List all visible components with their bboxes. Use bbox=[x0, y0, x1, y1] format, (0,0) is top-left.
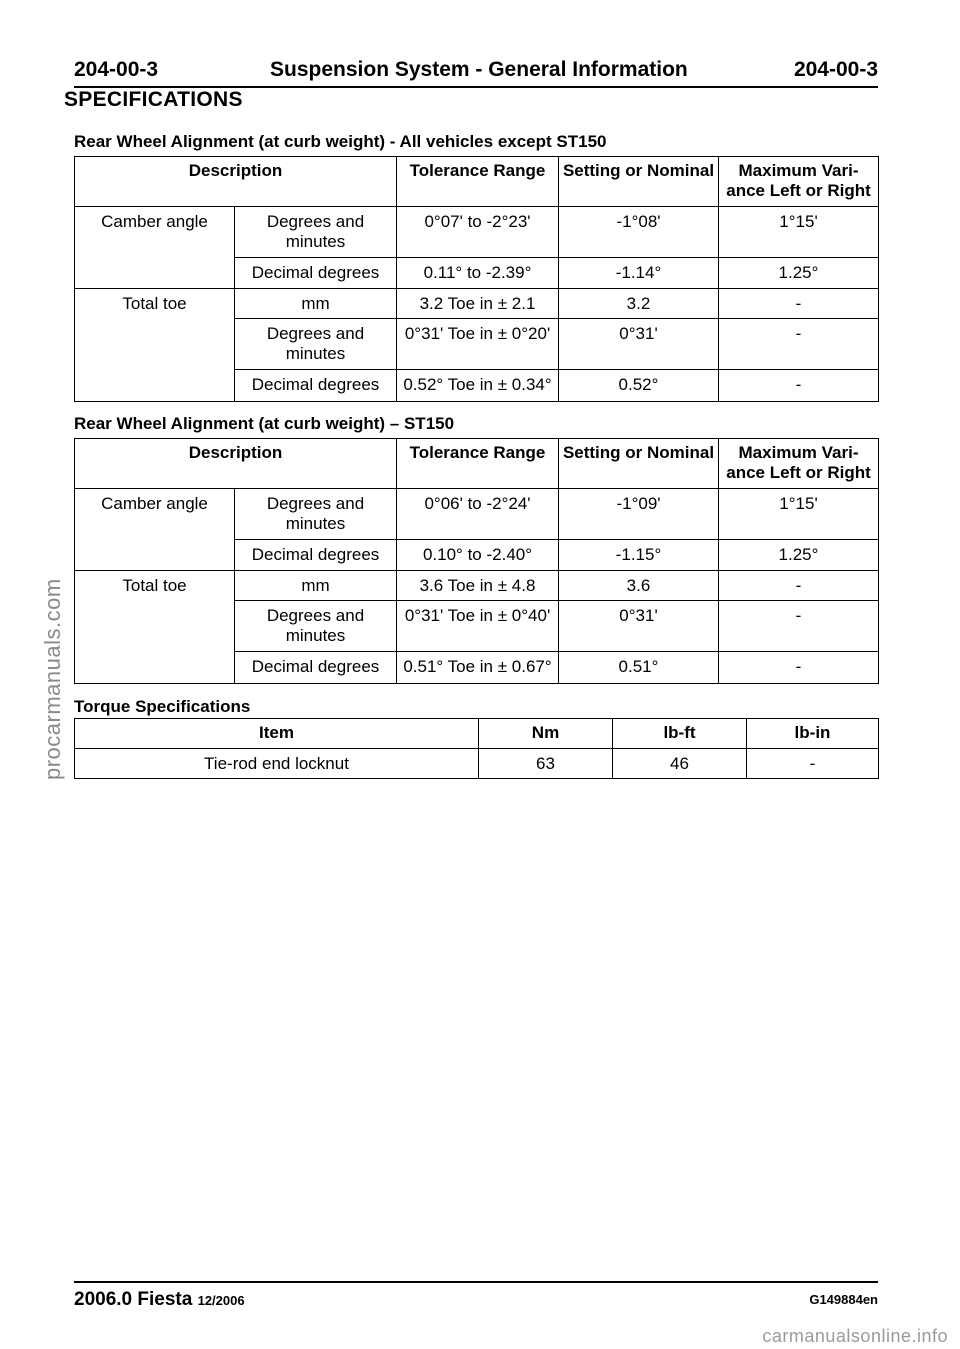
maximum-cell: 1°15' bbox=[719, 207, 879, 258]
tolerance-cell: 0.52° Toe in ± 0.34° bbox=[397, 370, 559, 402]
page-footer bbox=[74, 1281, 878, 1310]
header-section-number-left: 204-00-3 bbox=[74, 58, 159, 81]
unit-cell: Degrees and minutes bbox=[235, 319, 397, 370]
setting-cell: -1°08' bbox=[559, 207, 719, 258]
unit-cell: mm bbox=[235, 289, 397, 319]
table2-caption: Rear Wheel Alignment (at curb weight) – ST150 bbox=[74, 414, 455, 433]
header-setting: Setting or Nominal bbox=[559, 157, 719, 207]
setting-cell: -1°09' bbox=[559, 489, 719, 540]
page-header bbox=[74, 56, 878, 88]
item-cell: Tie-rod end locknut bbox=[75, 749, 479, 779]
unit-cell: Degrees and minutes bbox=[235, 489, 397, 540]
alignment-table-all-vehicles bbox=[74, 156, 879, 402]
section-title: SPECIFICATIONS bbox=[64, 88, 243, 111]
alignment-table-st150 bbox=[74, 438, 879, 684]
footer-date: 12/2006 bbox=[197, 1293, 245, 1308]
setting-cell: 3.6 bbox=[559, 571, 719, 601]
header-section-number-right: 204-00-3 bbox=[793, 58, 878, 81]
maximum-cell: - bbox=[719, 370, 879, 402]
watermark-right: carmanualsonline.info bbox=[762, 1326, 948, 1346]
unit-cell: Decimal degrees bbox=[235, 652, 397, 684]
header-tolerance: Tolerance Range bbox=[397, 157, 559, 207]
header-lbft: lb-ft bbox=[613, 719, 747, 749]
table-row bbox=[75, 749, 879, 779]
header-maximum: Maximum Vari- ance Left or Right bbox=[719, 439, 879, 489]
unit-cell: Degrees and minutes bbox=[235, 207, 397, 258]
maximum-cell: - bbox=[719, 571, 879, 601]
maximum-cell: 1.25° bbox=[719, 258, 879, 289]
tolerance-cell: 0°07' to -2°23' bbox=[397, 207, 559, 258]
setting-cell: 0.51° bbox=[559, 652, 719, 684]
maximum-cell: 1°15' bbox=[719, 489, 879, 540]
maximum-cell: - bbox=[719, 652, 879, 684]
lbft-cell: 46 bbox=[613, 749, 747, 779]
table3-caption: Torque Specifications bbox=[74, 697, 251, 716]
torque-specifications-table bbox=[74, 718, 879, 779]
tolerance-cell: 0°31' Toe in ± 0°20' bbox=[397, 319, 559, 370]
unit-cell: mm bbox=[235, 571, 397, 601]
unit-cell: Degrees and minutes bbox=[235, 601, 397, 652]
header-nm: Nm bbox=[479, 719, 613, 749]
maximum-cell: - bbox=[719, 319, 879, 370]
header-description: Description bbox=[75, 439, 397, 489]
group-label: Camber angle bbox=[75, 489, 235, 571]
header-lbin: lb-in bbox=[747, 719, 879, 749]
setting-cell: 0°31' bbox=[559, 601, 719, 652]
tolerance-cell: 0°06' to -2°24' bbox=[397, 489, 559, 540]
lbin-cell: - bbox=[747, 749, 879, 779]
header-tolerance: Tolerance Range bbox=[397, 439, 559, 489]
setting-cell: -1.14° bbox=[559, 258, 719, 289]
watermark-left: procarmanuals.com bbox=[40, 578, 65, 780]
footer-model-name: 2006.0 Fiesta bbox=[74, 1289, 193, 1310]
footer-model bbox=[74, 1289, 245, 1311]
header-item: Item bbox=[75, 719, 479, 749]
header-title: Suspension System - General Information bbox=[270, 58, 688, 81]
setting-cell: -1.15° bbox=[559, 540, 719, 571]
header-setting: Setting or Nominal bbox=[559, 439, 719, 489]
tolerance-cell: 3.6 Toe in ± 4.8 bbox=[397, 571, 559, 601]
unit-cell: Decimal degrees bbox=[235, 258, 397, 289]
tolerance-cell: 0°31' Toe in ± 0°40' bbox=[397, 601, 559, 652]
footer-code: G149884en bbox=[809, 1292, 878, 1307]
setting-cell: 0.52° bbox=[559, 370, 719, 402]
table1-caption: Rear Wheel Alignment (at curb weight) - All vehicles except ST150 bbox=[74, 132, 607, 151]
setting-cell: 0°31' bbox=[559, 319, 719, 370]
tolerance-cell: 0.10° to -2.40° bbox=[397, 540, 559, 571]
header-description: Description bbox=[75, 157, 397, 207]
group-label: Total toe bbox=[75, 289, 235, 402]
setting-cell: 3.2 bbox=[559, 289, 719, 319]
group-label: Total toe bbox=[75, 571, 235, 684]
unit-cell: Decimal degrees bbox=[235, 370, 397, 402]
maximum-cell: - bbox=[719, 601, 879, 652]
tolerance-cell: 3.2 Toe in ± 2.1 bbox=[397, 289, 559, 319]
group-label: Camber angle bbox=[75, 207, 235, 289]
maximum-cell: - bbox=[719, 289, 879, 319]
nm-cell: 63 bbox=[479, 749, 613, 779]
tolerance-cell: 0.51° Toe in ± 0.67° bbox=[397, 652, 559, 684]
maximum-cell: 1.25° bbox=[719, 540, 879, 571]
unit-cell: Decimal degrees bbox=[235, 540, 397, 571]
header-maximum: Maximum Vari- ance Left or Right bbox=[719, 157, 879, 207]
tolerance-cell: 0.11° to -2.39° bbox=[397, 258, 559, 289]
